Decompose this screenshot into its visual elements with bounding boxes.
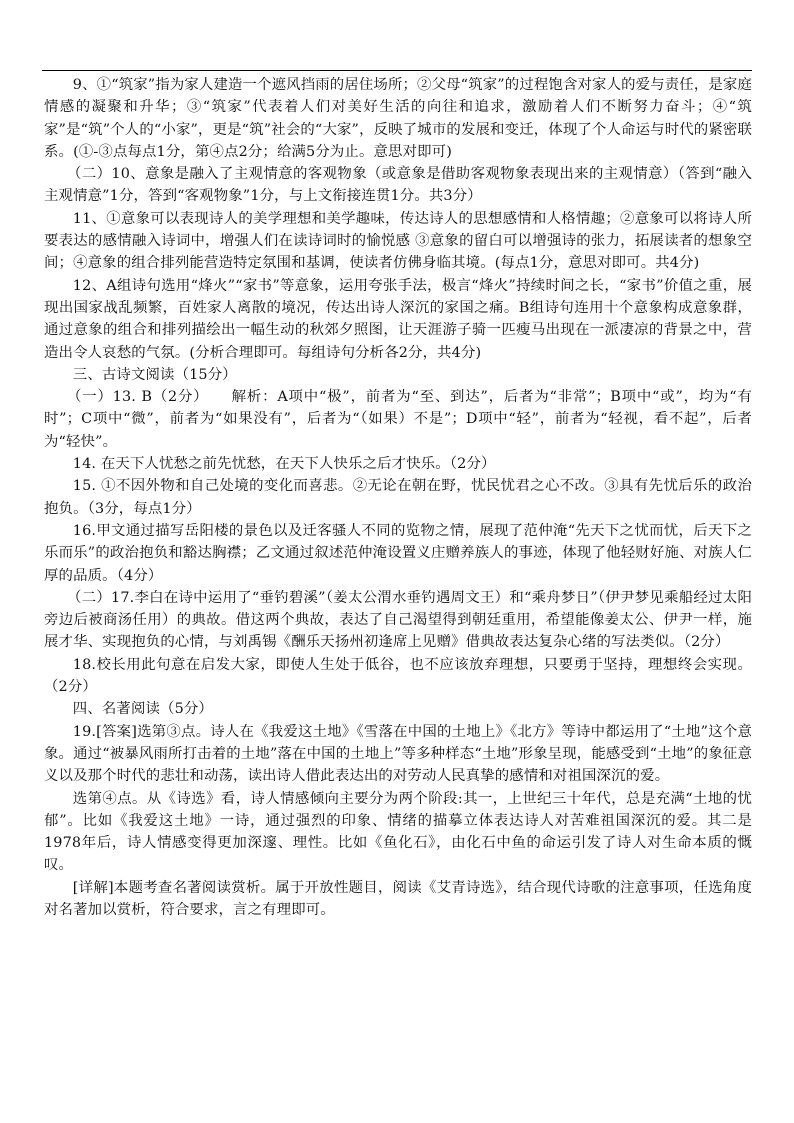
answer-16: 16.甲文通过描写岳阳楼的景色以及迁客骚人不同的览物之情，展现了范仲淹“先天下之忧而忧，后天下之乐而乐”的政治抱负和豁达胸襟；乙文通过叙述范仲淹设置义庄赠养族人的事迹，体现了他轻财好施、对族人仁厚的品质。（4分） <box>44 522 752 584</box>
header-rule <box>42 70 752 71</box>
answer-12: 12、A组诗句选用“烽火”“家书”等意象，运用夸张手法，极言“烽火”持续时间之长，“家书”价值之重，展现出国家战乱频繁，百姓家人离散的境况，传达出诗人深沉的家国之痛。B组诗句连用十个意象构成意象群，通过意象的组合和排列描绘出一幅生动的秋郊夕照图，让天涯游子骑一匹瘦马出现在一派凄凉的背景之中，营造出令人哀愁的气氛。(分析合理即可。每组诗句分析各2分，共4分) <box>44 277 752 361</box>
answer-18: 18.校长用此句意在启发大家，即使人生处于低谷，也不应该放弃理想，只要勇于坚持，理想终会实现。（2分） <box>44 656 752 696</box>
answer-9: 9、①“筑家”指为家人建造一个遮风挡雨的居住场所；②父母“筑家”的过程饱含对家人的爱与责任，是家庭情感的凝聚和升华；③“筑家”代表着人们对美好生活的向往和追求，激励着人们不断努力奋斗；④“筑家”是“筑”个人的“小家”，更是“筑”社会的“大家”，反映了城市的发展和变迁，体现了个人命运与时代的紧密联系。(①-③点每点1分，第④点2分；给满5分为止。意思对即可) <box>44 77 752 160</box>
answer-17: （二）17.李白在诗中运用了“垂钓碧溪”（姜太公渭水垂钓遇周文王）和“乘舟梦日”（伊尹梦见乘船经过太阳旁边后被商汤任用）的典故。借这两个典故，表达了自己渴望得到朝廷重用，希望能像姜太公、伊尹一样，施展才华、实现抱负的心情，与刘禹锡《酬乐天扬州初逢席上见赠》借典故表达复杂心绪的写法类似。（2分） <box>44 589 752 651</box>
answer-13: （一）13. B（2分） 解析：A项中“极”，前者为“至、到达”，后者为“非常”；B项中“或”，均为“有时”；C项中“微”，前者为“如果没有”，后者为“（如果）不是”；D项中“轻”，前者为“轻视，看不起”，后者为“轻快”。 <box>44 389 752 450</box>
answer-19-explanation: [详解]本题考查名著阅读赏析。属于开放性题目，阅读《艾青诗选》，结合现代诗歌的注意事项，任选角度对名著加以赏析，符合要求，言之有理即可。 <box>44 879 752 918</box>
answer-14: 14. 在天下人忧愁之前先忧愁，在天下人快乐之后才快乐。（2分） <box>72 456 496 473</box>
answer-11: 11、①意象可以表现诗人的美学理想和美学趣味，传达诗人的思想感情和人格情趣；②意象可以将诗人所要表达的感情融入诗词中，增强人们在读诗词时的愉悦感 ③意象的留白可以增强诗的张力，拓展读者的想象空间；④意象的组合排列能营造特定氛围和基调，使读者仿佛身临其境。(每点1分，意思对即可。共4分) <box>44 210 752 272</box>
answer-key-body <box>44 74 752 921</box>
answer-19-option-3: 19.[答案]选第③点。诗人在《我爱这土地》《雪落在中国的土地上》《北方》等诗中都运用了“土地”这个意象。通过“被暴风雨所打击着的土地”落在中国的土地上”等多种样态“土地”形象呈现，能感受到“土地”的象征意义以及那个时代的悲壮和动荡，读出诗人借此表达出的对劳动人民真挚的感情和对祖国深沉的爱。 <box>44 723 752 785</box>
answer-15: 15. ①不因外物和自己处境的变化而喜悲。②无论在朝在野，忧民忧君之心不改。③具有先忧后乐的政治抱负。（3分，每点1分） <box>44 478 752 517</box>
answer-19-option-4: 选第④点。从《诗选》看，诗人情感倾向主要分为两个阶段:其一，上世纪三十年代，总是充满“土地的忧郁”。比如《我爱这土地》一诗，通过强烈的印象、情绪的描摹立体表达诗人对苦难祖国深沉的爱。其二是1978年后，诗人情感变得更加深邃、理性。比如《鱼化石》，由化石中鱼的命运引发了诗人对生命本质的慨叹。 <box>44 790 752 874</box>
answer-10: （二）10、意象是融入了主观情意的客观物象（或意象是借助客观物象表现出来的主观情意）（答到“融入主观情意”1分，答到“客观物象”1分，与上文衔接连贯1分。共3分） <box>44 166 752 205</box>
section-heading-classical-poetry: 三、古诗文阅读（15分） <box>72 366 237 383</box>
section-heading-classics-reading: 四、名著阅读（5分） <box>72 701 213 718</box>
